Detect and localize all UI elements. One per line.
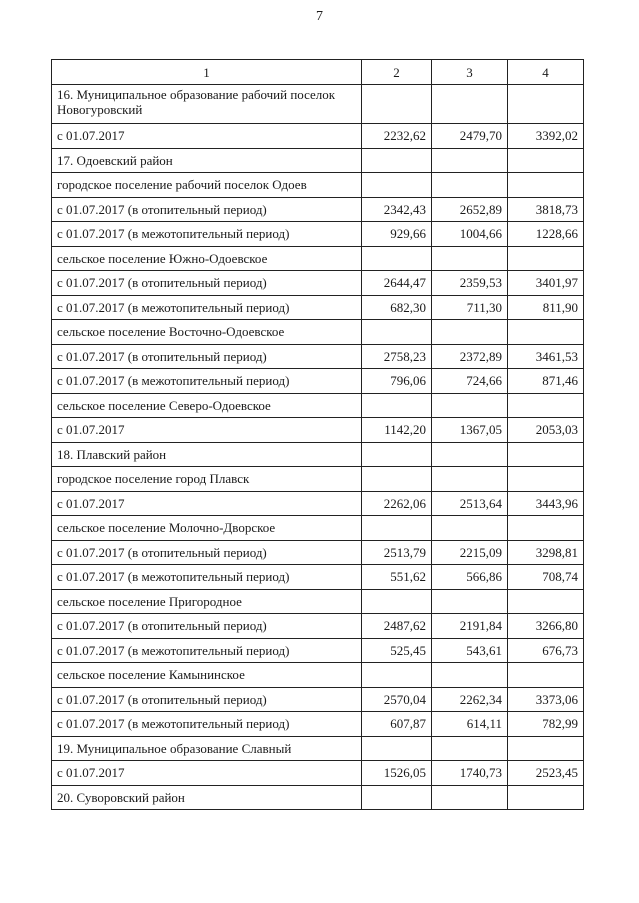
row-label-cell: сельское поселение Южно-Одоевское <box>52 246 362 271</box>
value-cell: 2513,79 <box>362 540 432 565</box>
row-label-cell: с 01.07.2017 (в межотопительный период) <box>52 222 362 247</box>
table-row <box>52 589 584 614</box>
value-cell: 2570,04 <box>362 687 432 712</box>
value-cell <box>508 589 584 614</box>
value-cell <box>362 467 432 492</box>
value-cell: 3818,73 <box>508 197 584 222</box>
row-label-cell: с 01.07.2017 (в межотопительный период) <box>52 565 362 590</box>
column-header: 4 <box>508 60 584 85</box>
value-cell <box>362 85 432 124</box>
table-row <box>52 271 584 296</box>
table-row <box>52 761 584 786</box>
row-label-cell: 16. Муниципальное образование рабочий поселок Новогуровский <box>52 85 362 124</box>
value-cell <box>508 320 584 345</box>
value-cell: 2191,84 <box>432 614 508 639</box>
value-cell <box>432 663 508 688</box>
value-cell: 2513,64 <box>432 491 508 516</box>
table-row <box>52 369 584 394</box>
value-cell: 1004,66 <box>432 222 508 247</box>
value-cell <box>362 246 432 271</box>
value-cell <box>432 246 508 271</box>
value-cell <box>362 785 432 810</box>
value-cell <box>508 246 584 271</box>
value-cell: 566,86 <box>432 565 508 590</box>
value-cell <box>362 320 432 345</box>
value-cell <box>432 85 508 124</box>
value-cell <box>362 393 432 418</box>
table-row <box>52 85 584 124</box>
table-row <box>52 785 584 810</box>
value-cell <box>508 736 584 761</box>
row-label-cell: с 01.07.2017 <box>52 418 362 443</box>
value-cell: 607,87 <box>362 712 432 737</box>
row-label-cell: с 01.07.2017 <box>52 124 362 149</box>
row-label-cell: сельское поселение Молочно-Дворское <box>52 516 362 541</box>
value-cell: 796,06 <box>362 369 432 394</box>
table-row <box>52 222 584 247</box>
row-label-cell: с 01.07.2017 (в отопительный период) <box>52 271 362 296</box>
value-cell <box>362 148 432 173</box>
value-cell: 1367,05 <box>432 418 508 443</box>
value-cell <box>508 663 584 688</box>
value-cell: 3443,96 <box>508 491 584 516</box>
table-row <box>52 540 584 565</box>
table-row <box>52 124 584 149</box>
row-label-cell: с 01.07.2017 (в межотопительный период) <box>52 638 362 663</box>
value-cell <box>362 442 432 467</box>
value-cell: 1142,20 <box>362 418 432 443</box>
value-cell: 676,73 <box>508 638 584 663</box>
value-cell <box>432 148 508 173</box>
table-header-row <box>52 60 584 85</box>
value-cell: 525,45 <box>362 638 432 663</box>
row-label-cell: с 01.07.2017 (в отопительный период) <box>52 614 362 639</box>
value-cell <box>432 516 508 541</box>
table-row <box>52 418 584 443</box>
value-cell: 2262,06 <box>362 491 432 516</box>
row-label-cell: 19. Муниципальное образование Славный <box>52 736 362 761</box>
table-row <box>52 638 584 663</box>
column-header: 2 <box>362 60 432 85</box>
table-row <box>52 197 584 222</box>
value-cell <box>432 320 508 345</box>
table-row <box>52 148 584 173</box>
value-cell: 543,61 <box>432 638 508 663</box>
table-row <box>52 295 584 320</box>
table-row <box>52 442 584 467</box>
value-cell <box>362 663 432 688</box>
value-cell: 2053,03 <box>508 418 584 443</box>
value-cell: 551,62 <box>362 565 432 590</box>
value-cell: 2487,62 <box>362 614 432 639</box>
value-cell: 724,66 <box>432 369 508 394</box>
value-cell <box>362 516 432 541</box>
value-cell: 1740,73 <box>432 761 508 786</box>
value-cell: 614,11 <box>432 712 508 737</box>
row-label-cell: сельское поселение Северо-Одоевское <box>52 393 362 418</box>
row-label-cell: с 01.07.2017 (в отопительный период) <box>52 197 362 222</box>
value-cell <box>432 173 508 198</box>
row-label-cell: с 01.07.2017 <box>52 491 362 516</box>
row-label-cell: с 01.07.2017 (в отопительный период) <box>52 540 362 565</box>
value-cell: 2342,43 <box>362 197 432 222</box>
value-cell: 3298,81 <box>508 540 584 565</box>
value-cell: 2232,62 <box>362 124 432 149</box>
value-cell: 929,66 <box>362 222 432 247</box>
row-label-cell: сельское поселение Восточно-Одоевское <box>52 320 362 345</box>
row-label-cell: с 01.07.2017 (в межотопительный период) <box>52 712 362 737</box>
value-cell: 2758,23 <box>362 344 432 369</box>
row-label-cell: сельское поселение Пригородное <box>52 589 362 614</box>
value-cell <box>508 785 584 810</box>
table-row <box>52 736 584 761</box>
value-cell: 711,30 <box>432 295 508 320</box>
value-cell: 1526,05 <box>362 761 432 786</box>
value-cell: 682,30 <box>362 295 432 320</box>
value-cell: 2479,70 <box>432 124 508 149</box>
row-label-cell: городское поселение город Плавск <box>52 467 362 492</box>
value-cell: 3461,53 <box>508 344 584 369</box>
value-cell: 782,99 <box>508 712 584 737</box>
table-body <box>52 85 584 810</box>
table-row <box>52 320 584 345</box>
value-cell <box>508 442 584 467</box>
table-row <box>52 663 584 688</box>
value-cell <box>432 442 508 467</box>
table-row <box>52 712 584 737</box>
value-cell <box>508 516 584 541</box>
row-label-cell: с 01.07.2017 <box>52 761 362 786</box>
value-cell <box>508 148 584 173</box>
column-header: 3 <box>432 60 508 85</box>
value-cell: 1228,66 <box>508 222 584 247</box>
value-cell: 2262,34 <box>432 687 508 712</box>
value-cell: 2652,89 <box>432 197 508 222</box>
value-cell: 3401,97 <box>508 271 584 296</box>
row-label-cell: с 01.07.2017 (в межотопительный период) <box>52 295 362 320</box>
row-label-cell: сельское поселение Камынинское <box>52 663 362 688</box>
value-cell: 811,90 <box>508 295 584 320</box>
table-row <box>52 344 584 369</box>
tariff-table <box>51 59 584 810</box>
value-cell <box>508 467 584 492</box>
value-cell <box>432 589 508 614</box>
value-cell <box>362 736 432 761</box>
table-row <box>52 246 584 271</box>
row-label-cell: городское поселение рабочий поселок Одоев <box>52 173 362 198</box>
table-row <box>52 614 584 639</box>
column-header: 1 <box>52 60 362 85</box>
value-cell <box>432 393 508 418</box>
value-cell: 2523,45 <box>508 761 584 786</box>
row-label-cell: 20. Суворовский район <box>52 785 362 810</box>
value-cell <box>508 393 584 418</box>
table-row <box>52 173 584 198</box>
row-label-cell: с 01.07.2017 (в отопительный период) <box>52 344 362 369</box>
row-label-cell: с 01.07.2017 (в отопительный период) <box>52 687 362 712</box>
value-cell: 2372,89 <box>432 344 508 369</box>
value-cell <box>362 173 432 198</box>
value-cell: 2359,53 <box>432 271 508 296</box>
table-row <box>52 491 584 516</box>
value-cell: 3373,06 <box>508 687 584 712</box>
table-row <box>52 565 584 590</box>
table-row <box>52 516 584 541</box>
value-cell <box>508 85 584 124</box>
value-cell: 2644,47 <box>362 271 432 296</box>
table-row <box>52 687 584 712</box>
value-cell: 2215,09 <box>432 540 508 565</box>
table-row <box>52 393 584 418</box>
page-number: 7 <box>316 9 323 24</box>
row-label-cell: 17. Одоевский район <box>52 148 362 173</box>
table-row <box>52 467 584 492</box>
value-cell: 871,46 <box>508 369 584 394</box>
value-cell: 3392,02 <box>508 124 584 149</box>
value-cell <box>508 173 584 198</box>
value-cell <box>432 467 508 492</box>
row-label-cell: 18. Плавский район <box>52 442 362 467</box>
value-cell: 708,74 <box>508 565 584 590</box>
value-cell <box>432 785 508 810</box>
value-cell: 3266,80 <box>508 614 584 639</box>
row-label-cell: с 01.07.2017 (в межотопительный период) <box>52 369 362 394</box>
value-cell <box>362 589 432 614</box>
value-cell <box>432 736 508 761</box>
